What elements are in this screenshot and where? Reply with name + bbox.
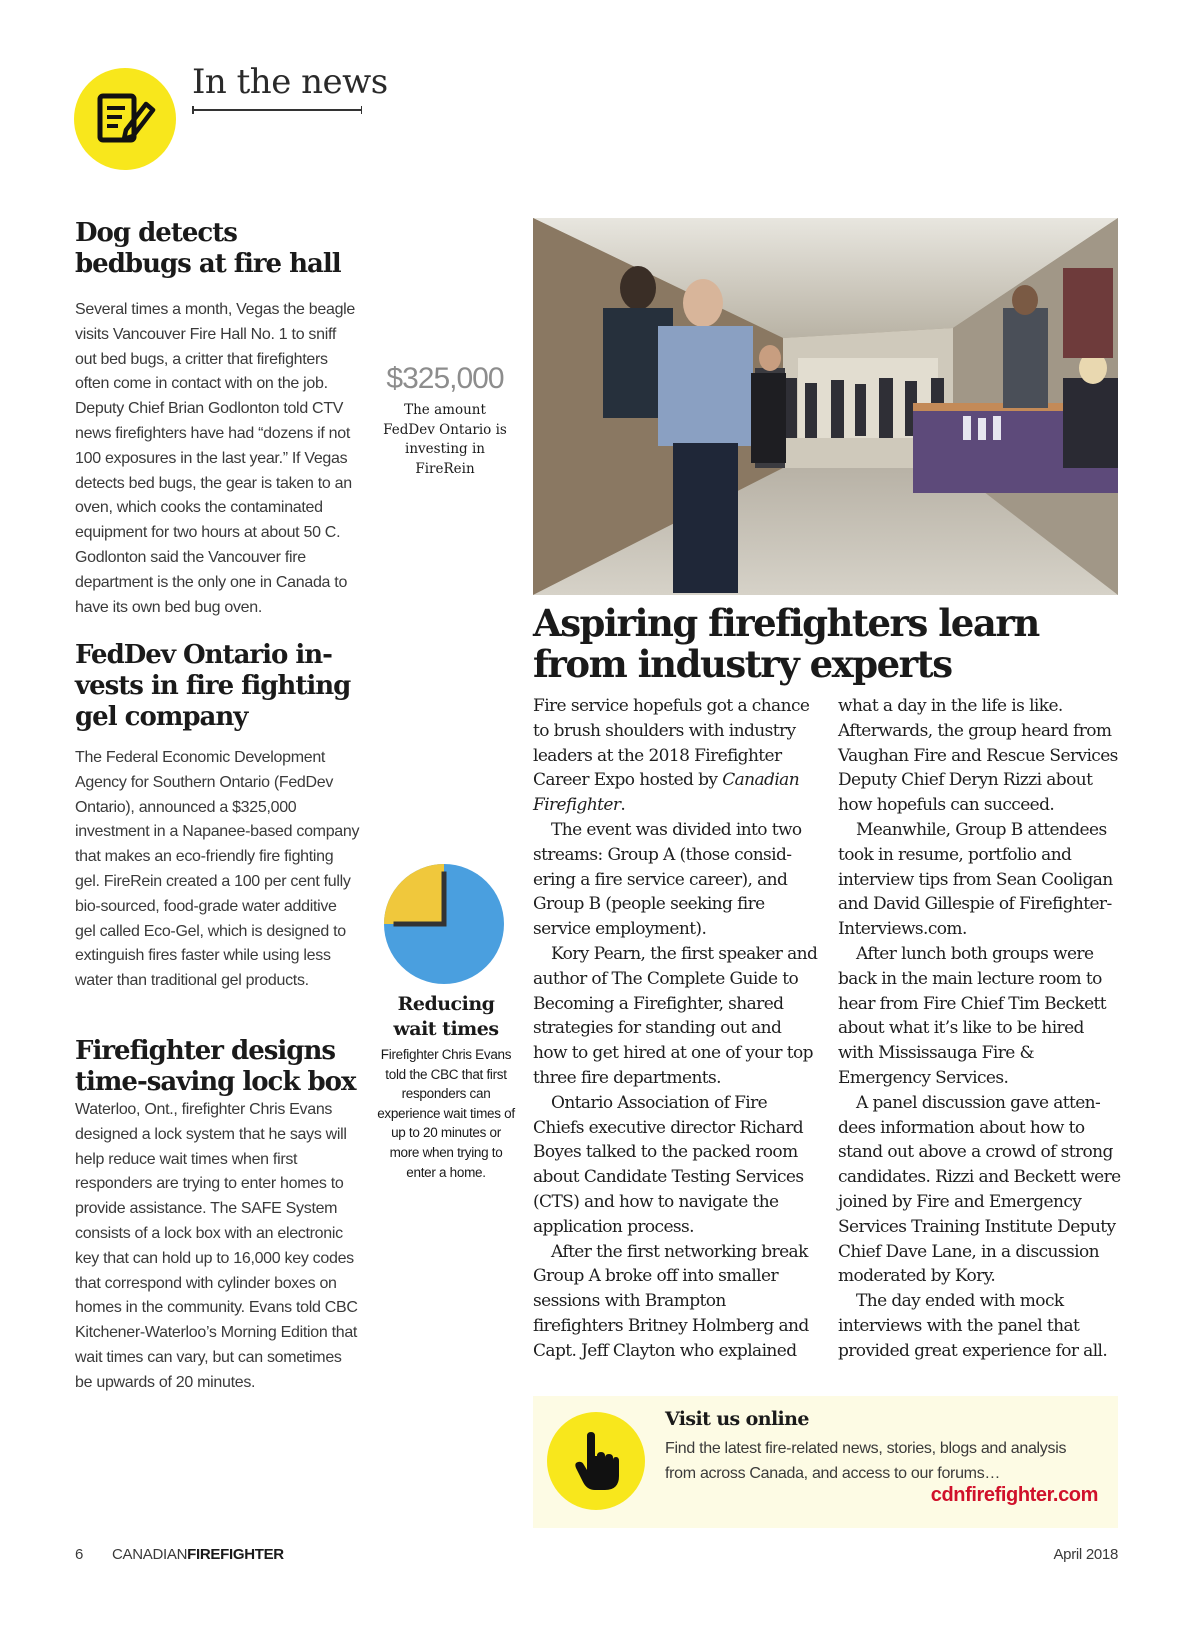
article-paragraph: what a day in the life is like. Afterwards, the group heard from Vaughan Fire and Rescue Services Deputy Chief Deryn Rizzi about how hopefuls can succeed. bbox=[838, 696, 1118, 816]
magazine-title-italic: Canadian Firefighter bbox=[533, 770, 800, 816]
website-link[interactable]: cdnfirefighter.com bbox=[930, 1484, 1098, 1506]
visit-online-box bbox=[533, 1396, 1118, 1528]
pointing-hand-icon bbox=[547, 1412, 645, 1510]
article-paragraph: The event was divided into two streams: Group A (those consid-ering a fire service career), and Group B (people seeking fire service employment). bbox=[533, 819, 802, 940]
story-body-feddev: The Federal Economic Development Agency for Southern Ontario (FedDev Ontario), announced a $325,000 investment in a Napanee-based company that makes an eco-friendly fire fighting gel. FireRein created a 100 per cent fully bio-sourced, food-grade water additive gel called Eco-Gel, which is designed to extinguish fires faster while using less water than traditional gel products. bbox=[75, 749, 360, 990]
issue-date: April 2018 bbox=[1053, 1546, 1118, 1563]
page-number: 6 bbox=[75, 1546, 84, 1563]
article-column-left bbox=[533, 694, 818, 1364]
article-paragraph: Meanwhile, Group B attendees took in resume, portfolio and interview tips from Sean Cooligan and David Gillespie of Firefighter-Interviews.com. bbox=[838, 819, 1113, 940]
main-article-headline: Aspiring firefighters learn from industry experts bbox=[533, 601, 1039, 686]
article-column-right bbox=[838, 694, 1123, 1364]
pie-caption: Firefighter Chris Evans told the CBC that first responders can experience wait times of up to 20 minutes or more when trying to enter a home. bbox=[377, 1047, 515, 1180]
article-paragraph: Fire service hopefuls got a chance to brush shoulders with industry leaders at the 2018 Firefighter Career Expo hosted by Canadian Firefighter. bbox=[533, 696, 810, 816]
career-expo-photo bbox=[533, 218, 1118, 595]
stat-caption: The amount FedDev Ontario is investing in FireRein bbox=[383, 402, 507, 477]
story-body-lockbox: Waterloo, Ont., firefighter Chris Evans designed a lock system that he says will help reduce wait times when first responders are trying to enter homes to provide assistance. The SAFE System consists of a lock box with an electronic key that can hold up to 16,000 key codes that correspond with cylinder boxes on homes in the community. Evans told CBC Kitchener-Waterloo’s Morning Edition that wait times can vary, but can sometimes be upwards of 20 minutes. bbox=[75, 1101, 358, 1391]
stat-number: $325,000 bbox=[386, 362, 504, 395]
article-paragraph: After the first networking break Group A broke off into smaller sessions with Brampton firefighters Britney Holmberg and Capt. Jeff Clayton who explained bbox=[533, 1241, 809, 1361]
story-headline-lockbox: Firefighter designs time-saving lock box bbox=[75, 1036, 356, 1097]
pie-title: Reducing wait times bbox=[393, 993, 499, 1040]
article-paragraph: Ontario Association of Fire Chiefs executive director Richard Boyes talked to the packed room about Candidate Testing Services (CTS) and how to navigate the application process. bbox=[533, 1092, 804, 1237]
title-rule bbox=[192, 109, 362, 111]
article-paragraph: The day ended with mock interviews with the panel that provided great experience for all. bbox=[838, 1291, 1108, 1361]
online-box-title: Visit us online bbox=[665, 1408, 809, 1430]
article-paragraph: After lunch both groups were back in the main lecture room to hear from Fire Chief Tim Beckett about what it’s like to be hired with Mississauga Fire & Emergency Services. bbox=[838, 943, 1107, 1088]
edit-note-icon bbox=[74, 68, 176, 170]
online-box-text: Find the latest fire-related news, stories, blogs and analysis from across Canada, and access to our forums… bbox=[665, 1440, 1067, 1482]
section-title: In the news bbox=[192, 62, 388, 102]
story-headline-bedbugs: Dog detects bedbugs at fire hall bbox=[75, 218, 341, 279]
wait-time-clock-pie bbox=[382, 862, 506, 986]
magazine-name: CANADIANFIREFIGHTER bbox=[112, 1546, 284, 1563]
article-paragraph: Kory Pearn, the first speaker and author of The Complete Guide to Becoming a Firefighter, shared strategies for standing out and how to get hired at one of your top three fire departments. bbox=[533, 943, 818, 1088]
story-headline-feddev: FedDev Ontario in-vests in fire fighting gel company bbox=[75, 640, 351, 732]
article-paragraph: A panel discussion gave atten-dees information about how to stand out above a crowd of strong candidates. Rizzi and Beckett were joined by Fire and Emergency Services Training Institute Deputy Chief Dave Lane, in a discussion moderated by Kory. bbox=[838, 1092, 1121, 1287]
pie-highlight-slice bbox=[384, 864, 444, 924]
story-body-bedbugs: Several times a month, Vegas the beagle visits Vancouver Fire Hall No. 1 to sniff out bed bugs, a critter that firefighters often come in contact with on the job. Deputy Chief Brian Godlonton told CTV news firefighters have had “dozens if not 100 exposures in the last year.” If Vegas detects bed bugs, the gear is taken to an oven, which cooks the contaminated equipment for two hours at about 50 C. Godlonton said the Vancouver fire department is the only one in Canada to have its own bed bug oven. bbox=[75, 301, 356, 616]
